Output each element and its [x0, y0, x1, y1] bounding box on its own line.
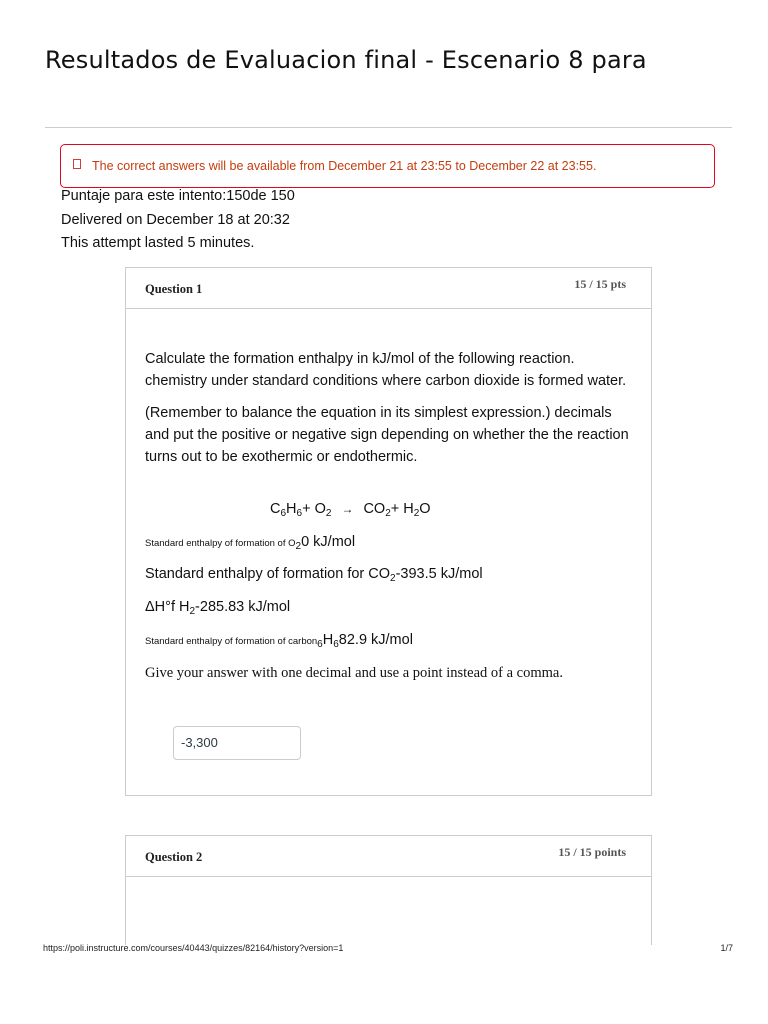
correct-answers-alert: [60, 144, 715, 188]
enthalpy-co2: Standard enthalpy of formation for $CO_2-393.5$ kJ/mol: [145, 566, 483, 584]
question-title: Question 1: [145, 282, 203, 296]
chemical-equation: $C_6H_6+ O_2 \to CO_2+ H_2O$: [270, 501, 431, 519]
warning-icon: [73, 159, 81, 169]
page-number: 1/7: [720, 943, 733, 953]
question-header: [126, 268, 651, 309]
question-card-2: [125, 835, 652, 945]
attempt-duration: This attempt lasted 5 minutes.: [61, 235, 255, 251]
question-text: [145, 348, 635, 468]
question-header: [126, 836, 651, 877]
question-points: 15 / 15 pts: [574, 277, 626, 291]
answer-instruction: Give your answer with one decimal and use a point instead of a comma.: [145, 665, 563, 681]
question-paragraph: (Remember to balance the equation in its simplest expression.) decimals and put the positive or negative sign depending on whether the the reaction turns out to be exothermic or endothermic.: [145, 405, 629, 465]
enthalpy-o2: Standard enthalpy of formation of $O_20$ kJ/mol: [145, 534, 356, 552]
enthalpy-h2o: ΔH°f $H_2-285.83$ kJ/mol: [145, 599, 291, 617]
arrow-icon: →: [341, 502, 354, 516]
question-card-1: [125, 267, 652, 796]
title-divider: [45, 127, 732, 128]
footer-url: https://poli.instructure.com/courses/40443/quizzes/82164/history?version=1: [43, 943, 344, 953]
question-paragraph: Calculate the formation enthalpy in kJ/mol of the following reaction. chemistry under standard conditions where carbon dioxide is formed water.: [145, 351, 627, 389]
alert-text: The correct answers will be available from December 21 at 23:55 to December 22 at 23:55.: [92, 159, 597, 173]
page-title: Resultados de Evaluacion final - Escenario 8 para: [45, 46, 647, 74]
attempt-score: Puntaje para este intento:150de 150: [61, 188, 295, 204]
enthalpy-c6h6: Standard enthalpy of formation of $carbon_6H_682.9$ kJ/mol: [145, 632, 413, 650]
question-title: Question 2: [145, 850, 203, 864]
attempt-delivered: Delivered on December 18 at 20:32: [61, 212, 290, 228]
answer-field[interactable]: -3,300: [173, 726, 301, 760]
question-points: 15 / 15 points: [558, 845, 626, 859]
